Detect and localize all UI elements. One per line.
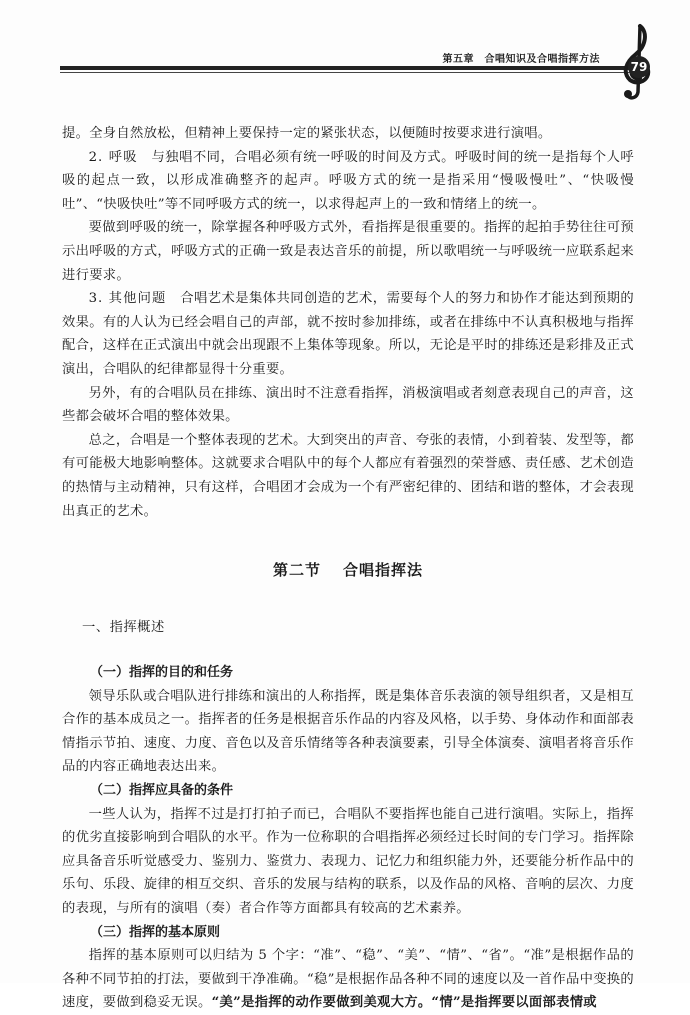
paragraph: 另外，有的合唱队员在排练、演出时不注意看指挥，消极演唱或者刻意表现自己的声音，这些都会破坏合唱的整体效果。 [62, 385, 634, 425]
paragraph-text-bold: “美”是指挥的动作要做到美观大方。“情”是指挥要以面部表情或 [211, 995, 597, 1011]
section-name: 合唱指挥法 [343, 561, 424, 580]
section-number: 第二节 [272, 561, 321, 580]
header-rule-thin [60, 72, 640, 73]
subheading-conditions: （二）指挥应具备的条件 [90, 783, 234, 799]
run-in-label: 2. 呼吸 [88, 149, 138, 165]
paragraph [62, 146, 634, 217]
paragraph-text: 指挥的基本原则可以归结为 5 个字：“准”、“稳”、“美”、“情”、“省”。“准”是根据作品的各种不同节拍的打法，要做到干净准确。“稳”是根据作品各种不同的速度以及一首作品中变换的速度，要做到稳妥无误。 [62, 948, 634, 1011]
subsection-heading: 一、指挥概述 [82, 620, 165, 636]
page-number: 79 [628, 56, 650, 78]
paragraph [62, 287, 634, 381]
subheading-principles: （三）指挥的基本原则 [90, 924, 221, 940]
paragraph: 领导乐队或合唱队进行排练和演出的人称指挥，既是集体音乐表演的领导组织者，又是相互合作的基本成员之一。指挥者的任务是根据音乐作品的内容及风格，以手势、身体动作和面部表情指示节拍、速度、力度、音色以及音乐情绪等各种表演要素，引导全体演奏、演唱者将音乐作品的内容正确地表达出来。 [62, 688, 634, 775]
paragraph [62, 944, 634, 1015]
paragraph: 要做到呼吸的统一，除掌握各种呼吸方式外，看指挥是很重要的。指挥的起拍手势往往可预示出呼吸的方式，呼吸方式的正确一致是表达音乐的前提，所以歌唱统一与呼吸统一应联系起来进行要求。 [62, 220, 634, 283]
header-rule [60, 66, 640, 70]
paragraph: 提。全身自然放松，但精神上要保持一定的紧张状态，以便随时按要求进行演唱。 [62, 126, 552, 141]
run-in-label: 3. 其他问题 [88, 291, 167, 307]
paragraph: 总之，合唱是一个整体表现的艺术。大到突出的声音、夸张的表情，小到着装、发型等，都有可能极大地影响整体。这就要求合唱队中的每个人都应有着强烈的荣誉感、责任感、艺术创造的热情与主动精神，只有这样，合唱团才会成为一个有严密纪律的、团结和谐的整体，才会表现出真正的艺术。 [62, 432, 634, 519]
section-title [62, 559, 634, 580]
running-header [60, 48, 640, 72]
subheading-purpose: （一）指挥的目的和任务 [90, 665, 234, 681]
paragraph-text: 合唱艺术是集体共同创造的艺术，需要每个人的努力和协作才能达到预期的效果。有的人认为已经会唱自己的声部，就不按时参加排练，或者在排练中不认真积极地与指挥配合，这样在正式演出中就会出现跟不上集体等现象。所以，无论是平时的排练还是彩排及正式演出，合唱队的纪律都显得十分重要。 [62, 291, 634, 377]
paragraph: 一些人认为，指挥不过是打打拍子而已，合唱队不要指挥也能自己进行演唱。实际上，指挥的优劣直接影响到合唱队的水平。作为一位称职的合唱指挥必须经过长时间的专门学习。指挥除应具备音乐听觉感受力、鉴别力、鉴赏力、表现力、记忆力和组织能力外，还要能分析作品中的乐句、乐段、旋律的相互交织、音乐的发展与结构的联系，以及作品的风格、音响的层次、力度的表现，与所有的演唱（奏）者合作等方面都具有较高的艺术素养。 [62, 806, 634, 917]
paragraph-text: 与独唱不同，合唱必须有统一呼吸的时间及方式。呼吸时间的统一是指每个人呼吸的起点一致，以形成准确整齐的起声。呼吸方式的统一是指采用“慢吸慢吐”、“快吸慢吐”、“快吸快吐”等不同呼吸方式的统一，以求得起声上的一致和情绪上的统一。 [62, 149, 634, 212]
running-header-title: 第五章 合唱知识及合唱指挥方法 [442, 54, 600, 65]
body-text [62, 122, 634, 1015]
